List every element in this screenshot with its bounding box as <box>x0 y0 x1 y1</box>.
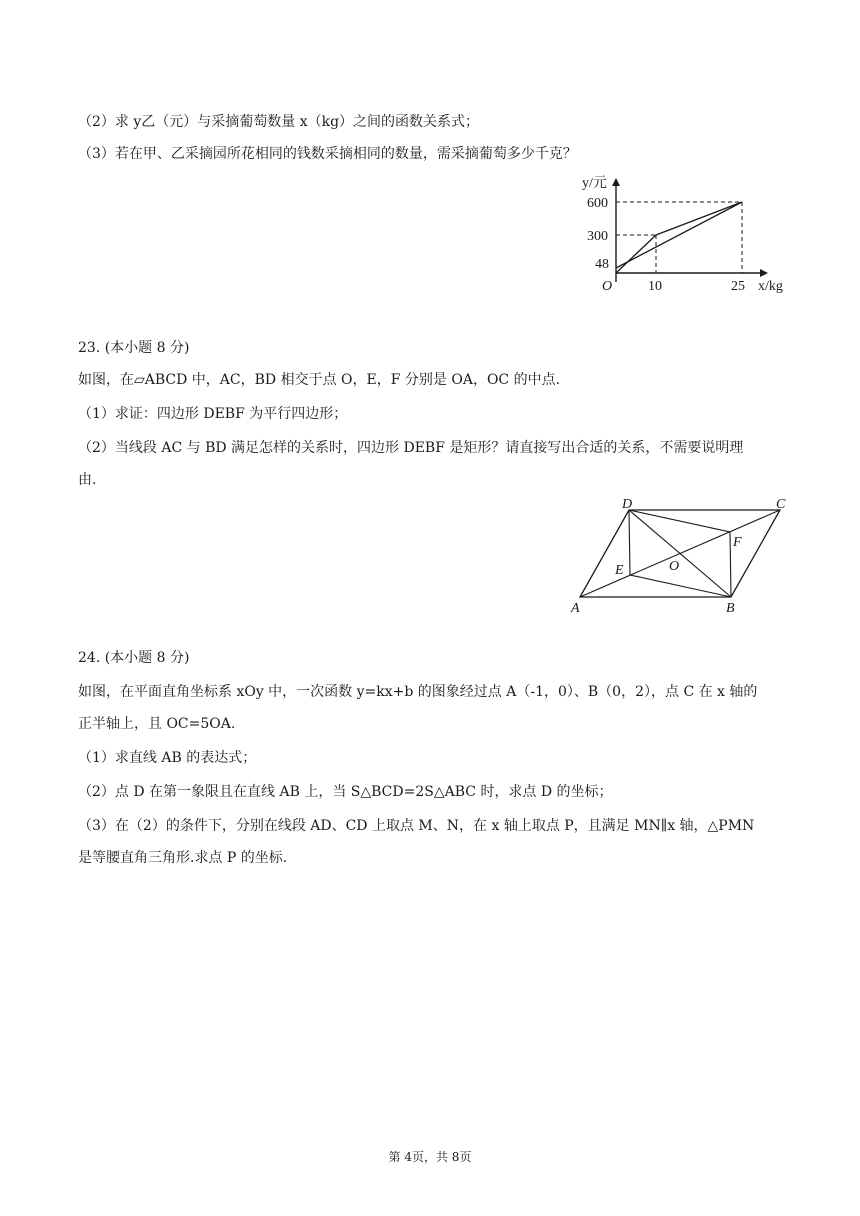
q23-header: 23. (本小题 8 分) <box>78 340 190 356</box>
y-tick-600: 600 <box>587 196 608 211</box>
q22-part2: （2）求 y乙（元）与采摘葡萄数量 x（kg）之间的函数关系式； <box>78 114 480 130</box>
line-yi <box>616 202 742 268</box>
label-b: B <box>726 601 735 616</box>
label-a: A <box>571 601 580 616</box>
q23-part2-cont: 由. <box>78 472 97 488</box>
label-c: C <box>776 497 786 512</box>
q24-header: 24. (本小题 8 分) <box>78 650 190 666</box>
diagonal-bd <box>629 510 731 597</box>
q24-stem: 如图，在平面直角坐标系 xOy 中，一次函数 y=kx+b 的图象经过点 A（-1，0）、B（0，2），点 C 在 x 轴的 <box>78 684 758 700</box>
y-axis-label: y/元 <box>582 176 607 191</box>
origin-label: O <box>602 279 613 294</box>
q24-part2: （2）点 D 在第一象限且在直线 AB 上，当 S△BCD=2S△ABC 时，求点 D 的坐标； <box>78 784 613 800</box>
y-axis-arrow <box>612 178 620 186</box>
q24-stem-cont: 正半轴上，且 OC=5OA. <box>78 716 236 732</box>
line-jia <box>616 235 656 273</box>
q23-stem: 如图，在▱ABCD 中，AC，BD 相交于点 O，E，F 分别是 OA，OC 的中点. <box>78 372 561 388</box>
q22-part3: （3）若在甲、乙采摘园所花相同的钱数采摘相同的数量，需采摘葡萄多少千克？ <box>78 146 577 162</box>
label-d: D <box>622 497 633 512</box>
q24-part1: （1）求直线 AB 的表达式； <box>78 750 257 766</box>
x-tick-25: 25 <box>731 279 745 294</box>
q23-parallelogram-figure <box>566 494 796 618</box>
q23-part1: （1）求证：四边形 DEBF 为平行四边形； <box>78 406 348 422</box>
q24-part3-cont: 是等腰直角三角形.求点 P 的坐标. <box>78 850 288 866</box>
y-tick-48: 48 <box>595 257 609 272</box>
q22-graph <box>582 170 798 300</box>
y-tick-300: 300 <box>587 229 608 244</box>
x-tick-10: 10 <box>648 279 662 294</box>
x-axis-arrow <box>760 269 768 277</box>
label-o: O <box>669 559 680 574</box>
label-e: E <box>615 563 624 578</box>
label-f: F <box>733 535 742 550</box>
x-axis-label: x/kg <box>758 279 783 294</box>
line-jia-2 <box>656 202 742 235</box>
page-footer: 第 4页，共 8页 <box>388 1150 472 1164</box>
q23-part2: （2）当线段 AC 与 BD 满足怎样的关系时，四边形 DEBF 是矩形？请直接写出合适的关系，不需要说明理 <box>78 440 744 456</box>
q24-part3: （3）在（2）的条件下，分别在线段 AD、CD 上取点 M、N，在 x 轴上取点 P，且满足 MN∥x 轴，△PMN <box>78 818 755 834</box>
